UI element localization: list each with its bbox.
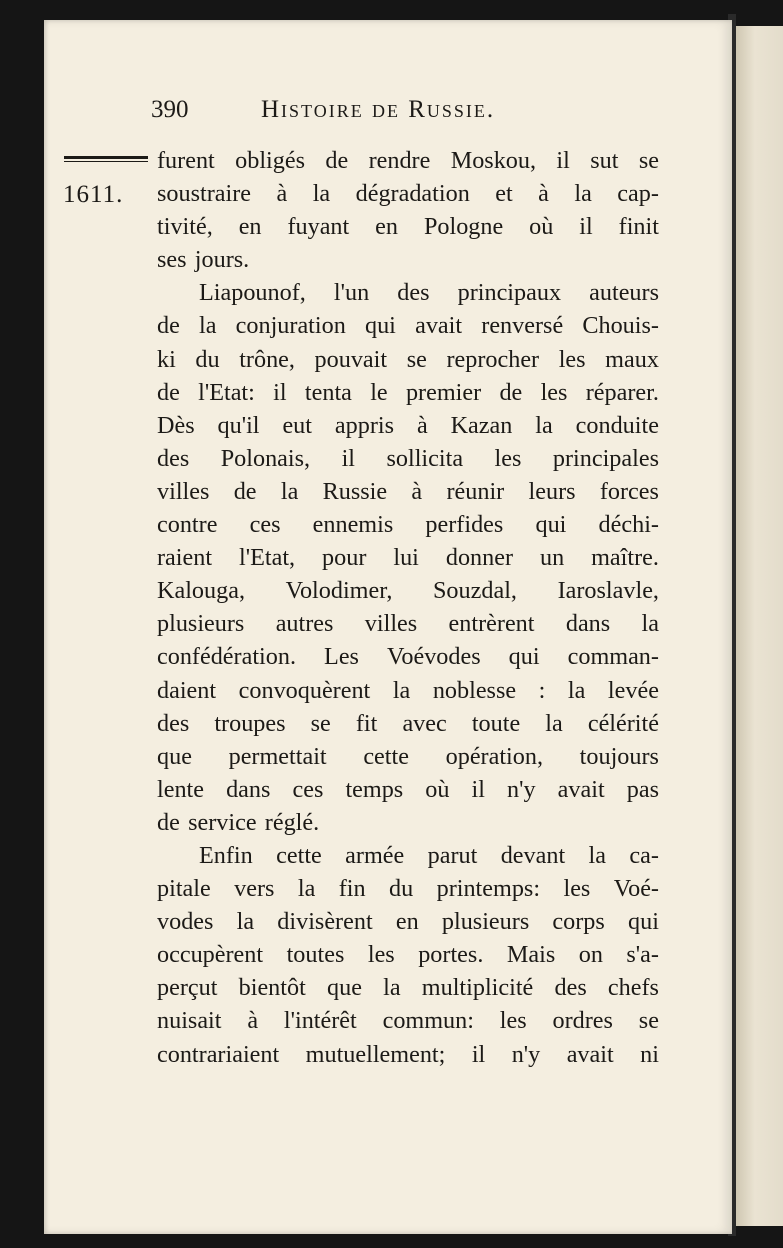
word: la — [236, 908, 255, 936]
text-line — [157, 541, 659, 574]
word: conjuration — [235, 312, 346, 340]
word: vers — [234, 875, 275, 903]
word: vodes — [157, 908, 214, 936]
word: l'Etat: — [198, 378, 255, 406]
word: en — [238, 213, 262, 241]
text-line — [157, 1038, 659, 1071]
word: obligés — [235, 147, 305, 174]
word: du — [195, 345, 220, 373]
word: en — [375, 213, 399, 241]
word: divisèrent — [277, 908, 373, 936]
word: l'Etat, — [239, 544, 296, 572]
word: l'intérêt — [283, 1007, 357, 1035]
word: la — [383, 974, 401, 1002]
word: les — [494, 444, 522, 472]
word: la — [545, 709, 563, 737]
word: armée — [345, 841, 405, 869]
word: de — [157, 312, 180, 340]
word: ennemis — [312, 511, 394, 539]
word: ni — [640, 1040, 659, 1068]
word: plusieurs — [441, 908, 530, 936]
word: donner — [445, 544, 514, 572]
text-line — [157, 210, 659, 243]
word: fin — [338, 875, 366, 903]
word: convoquèrent — [238, 676, 371, 704]
word: qui — [628, 908, 659, 936]
word: où — [425, 775, 450, 803]
word: un — [539, 544, 565, 572]
word: Voé- — [613, 875, 659, 903]
word: fuyant — [287, 213, 350, 241]
page-number: 390 — [151, 96, 189, 123]
word: maux — [605, 345, 659, 373]
text-line — [157, 409, 659, 442]
word: chefs — [607, 974, 659, 1002]
text-line — [157, 839, 659, 872]
text-line — [157, 707, 659, 740]
word: la — [567, 676, 586, 704]
word: les — [558, 345, 586, 373]
word: s'a- — [626, 941, 659, 969]
word: de — [157, 808, 180, 836]
word: perfides — [425, 511, 504, 539]
running-title: Histoire de Russie. — [261, 96, 496, 123]
word: premier — [405, 378, 482, 406]
word: villes — [157, 477, 210, 505]
word: dans — [226, 775, 271, 803]
word: commun: — [382, 1007, 474, 1035]
margin-year: 1611. — [63, 181, 124, 208]
text-line — [157, 475, 659, 508]
word: lente — [157, 775, 205, 803]
word: des — [554, 974, 587, 1002]
word: tenta — [304, 378, 352, 406]
text-line — [157, 508, 659, 541]
word: l'un — [333, 279, 370, 307]
word: : — [538, 676, 546, 704]
word: il — [273, 378, 287, 406]
word: contre — [157, 511, 218, 539]
word: où — [529, 213, 554, 241]
word: dégradation — [355, 180, 470, 208]
body-text — [157, 144, 659, 1071]
word: la — [312, 180, 331, 208]
word: eut — [282, 411, 312, 439]
text-line — [157, 971, 659, 1004]
word: sut — [590, 147, 619, 174]
text-line — [157, 674, 659, 707]
word: célérité — [587, 709, 659, 737]
text-line — [157, 740, 659, 773]
word: la — [535, 411, 553, 439]
word: il — [471, 1040, 486, 1068]
word: pitale — [157, 875, 211, 903]
word: de — [157, 378, 180, 406]
word: raient — [157, 544, 213, 572]
word: troupes — [214, 709, 286, 737]
word: à — [247, 1007, 259, 1035]
word: pas — [626, 775, 659, 803]
word: appris — [334, 411, 395, 439]
word: des — [157, 444, 190, 472]
text-line — [157, 276, 659, 309]
word: toujours — [579, 742, 659, 770]
word: parut — [427, 841, 478, 869]
word: se — [310, 709, 331, 737]
word: qu'il — [217, 411, 260, 439]
text-line — [157, 773, 659, 806]
word: Dès — [157, 411, 195, 439]
word: se — [406, 345, 427, 373]
word: villes — [364, 610, 418, 638]
word: renversé — [481, 312, 564, 340]
word: de — [499, 378, 523, 406]
word: se — [638, 1007, 659, 1035]
facing-page-edge — [736, 26, 783, 1226]
word: la — [392, 676, 411, 704]
word: dans — [565, 610, 611, 638]
word: sollicita — [386, 444, 464, 472]
word: daient — [157, 676, 217, 704]
text-line — [157, 574, 659, 607]
word: jours. — [194, 246, 250, 274]
word: levée — [607, 676, 659, 704]
word: rendre — [368, 147, 431, 174]
word: la — [574, 180, 592, 208]
word: cap- — [617, 180, 659, 208]
text-line — [157, 442, 659, 475]
word: ses — [157, 246, 187, 274]
text-line — [157, 905, 659, 938]
word: ca- — [629, 841, 659, 869]
word: avec — [402, 709, 447, 737]
text-line — [157, 1004, 659, 1037]
word: Mais — [506, 941, 556, 969]
word: pouvait — [314, 345, 388, 373]
word: Polonais, — [220, 444, 311, 472]
word: multiplicité — [421, 974, 534, 1002]
word: qui — [535, 511, 567, 539]
word: avait — [557, 775, 605, 803]
word: du — [389, 875, 414, 903]
text-line — [157, 343, 659, 376]
word: déchi- — [598, 511, 659, 539]
word: Kazan — [450, 411, 513, 439]
word: bientôt — [238, 974, 306, 1002]
word: opération, — [445, 742, 544, 770]
word: mutuellement; — [305, 1040, 446, 1068]
word: cette — [363, 742, 409, 770]
word: que — [327, 974, 362, 1002]
word: qui — [508, 643, 540, 671]
word: comman- — [567, 643, 659, 671]
word: Kalouga, — [157, 577, 245, 605]
word: que — [157, 742, 192, 770]
word: Volodimer, — [285, 577, 393, 605]
word: ki — [157, 345, 176, 373]
word: se — [638, 147, 659, 174]
word: à — [416, 411, 428, 439]
word: service — [188, 808, 257, 836]
word: la — [297, 875, 316, 903]
word: Enfin — [199, 841, 253, 869]
word: ordres — [552, 1007, 613, 1035]
word: nuisait — [157, 1007, 222, 1035]
word: réglé. — [264, 808, 320, 836]
word: à — [411, 477, 423, 505]
word: en — [395, 908, 419, 936]
word: qui — [364, 312, 396, 340]
word: on — [578, 941, 603, 969]
text-line — [157, 607, 659, 640]
word: les — [499, 1007, 527, 1035]
word: printemps: — [436, 875, 541, 903]
word: Russie — [322, 477, 388, 505]
word: Moskou, — [450, 147, 537, 174]
word: réparer. — [585, 378, 659, 406]
word: principaux — [457, 279, 562, 307]
word: n'y — [507, 775, 536, 803]
word: autres — [275, 610, 334, 638]
word: plusieurs — [157, 610, 245, 638]
word: Chouis- — [582, 312, 659, 340]
word: leurs — [528, 477, 576, 505]
word: trône, — [239, 345, 295, 373]
word: occupèrent — [157, 941, 264, 969]
word: la — [588, 841, 607, 869]
word: la — [280, 477, 299, 505]
word: les — [540, 378, 568, 406]
continuation-rule — [64, 156, 148, 162]
word: finit — [618, 213, 659, 241]
word: réunir — [446, 477, 505, 505]
word: reprocher — [446, 345, 540, 373]
word: avait — [566, 1040, 614, 1068]
word: forces — [599, 477, 659, 505]
word: la — [199, 312, 217, 340]
text-line — [157, 309, 659, 342]
text-line — [157, 938, 659, 971]
word: furent — [157, 147, 215, 174]
word: noblesse — [432, 676, 517, 704]
word: Liapounof, — [199, 279, 306, 307]
word: à — [538, 180, 549, 208]
text-line — [157, 243, 659, 276]
word: des — [157, 709, 190, 737]
word: toute — [471, 709, 521, 737]
word: maître. — [591, 544, 659, 572]
text-line — [157, 144, 659, 177]
word: toutes — [286, 941, 345, 969]
word: principales — [552, 444, 659, 472]
word: avait — [415, 312, 463, 340]
word: il — [579, 213, 593, 241]
word: cette — [276, 841, 322, 869]
word: de — [325, 147, 349, 174]
word: Les — [324, 643, 359, 671]
word: perçut — [157, 974, 218, 1002]
word: tivité, — [157, 213, 213, 241]
text-line — [157, 872, 659, 905]
word: Iaroslavle, — [557, 577, 659, 605]
word: le — [370, 378, 388, 406]
word: ces — [249, 511, 281, 539]
word: de — [233, 477, 257, 505]
word: soustraire — [157, 180, 252, 208]
word: temps — [345, 775, 404, 803]
text-line — [157, 640, 659, 673]
text-line — [157, 177, 659, 210]
word: contrariaient — [157, 1040, 280, 1068]
word: il — [341, 444, 356, 472]
word: conduite — [575, 411, 659, 439]
word: corps — [552, 908, 605, 936]
text-line — [157, 806, 659, 839]
word: et — [495, 180, 513, 208]
word: n'y — [511, 1040, 541, 1068]
word: portes. — [418, 941, 484, 969]
word: pour — [322, 544, 367, 572]
word: la — [641, 610, 659, 638]
word: lui — [393, 544, 419, 572]
word: entrèrent — [448, 610, 535, 638]
word: auteurs — [589, 279, 659, 307]
word: Pologne — [423, 213, 504, 241]
word: il — [556, 147, 570, 174]
word: permettait — [228, 742, 327, 770]
text-line — [157, 376, 659, 409]
word: devant — [500, 841, 566, 869]
word: ces — [292, 775, 324, 803]
word: confédération. — [157, 643, 297, 671]
word: à — [276, 180, 288, 208]
word: les — [367, 941, 395, 969]
word: Souzdal, — [432, 577, 517, 605]
word: il — [471, 775, 485, 803]
word: Voévodes — [387, 643, 481, 671]
word: les — [563, 875, 591, 903]
word: des — [397, 279, 430, 307]
word: fit — [355, 709, 378, 737]
